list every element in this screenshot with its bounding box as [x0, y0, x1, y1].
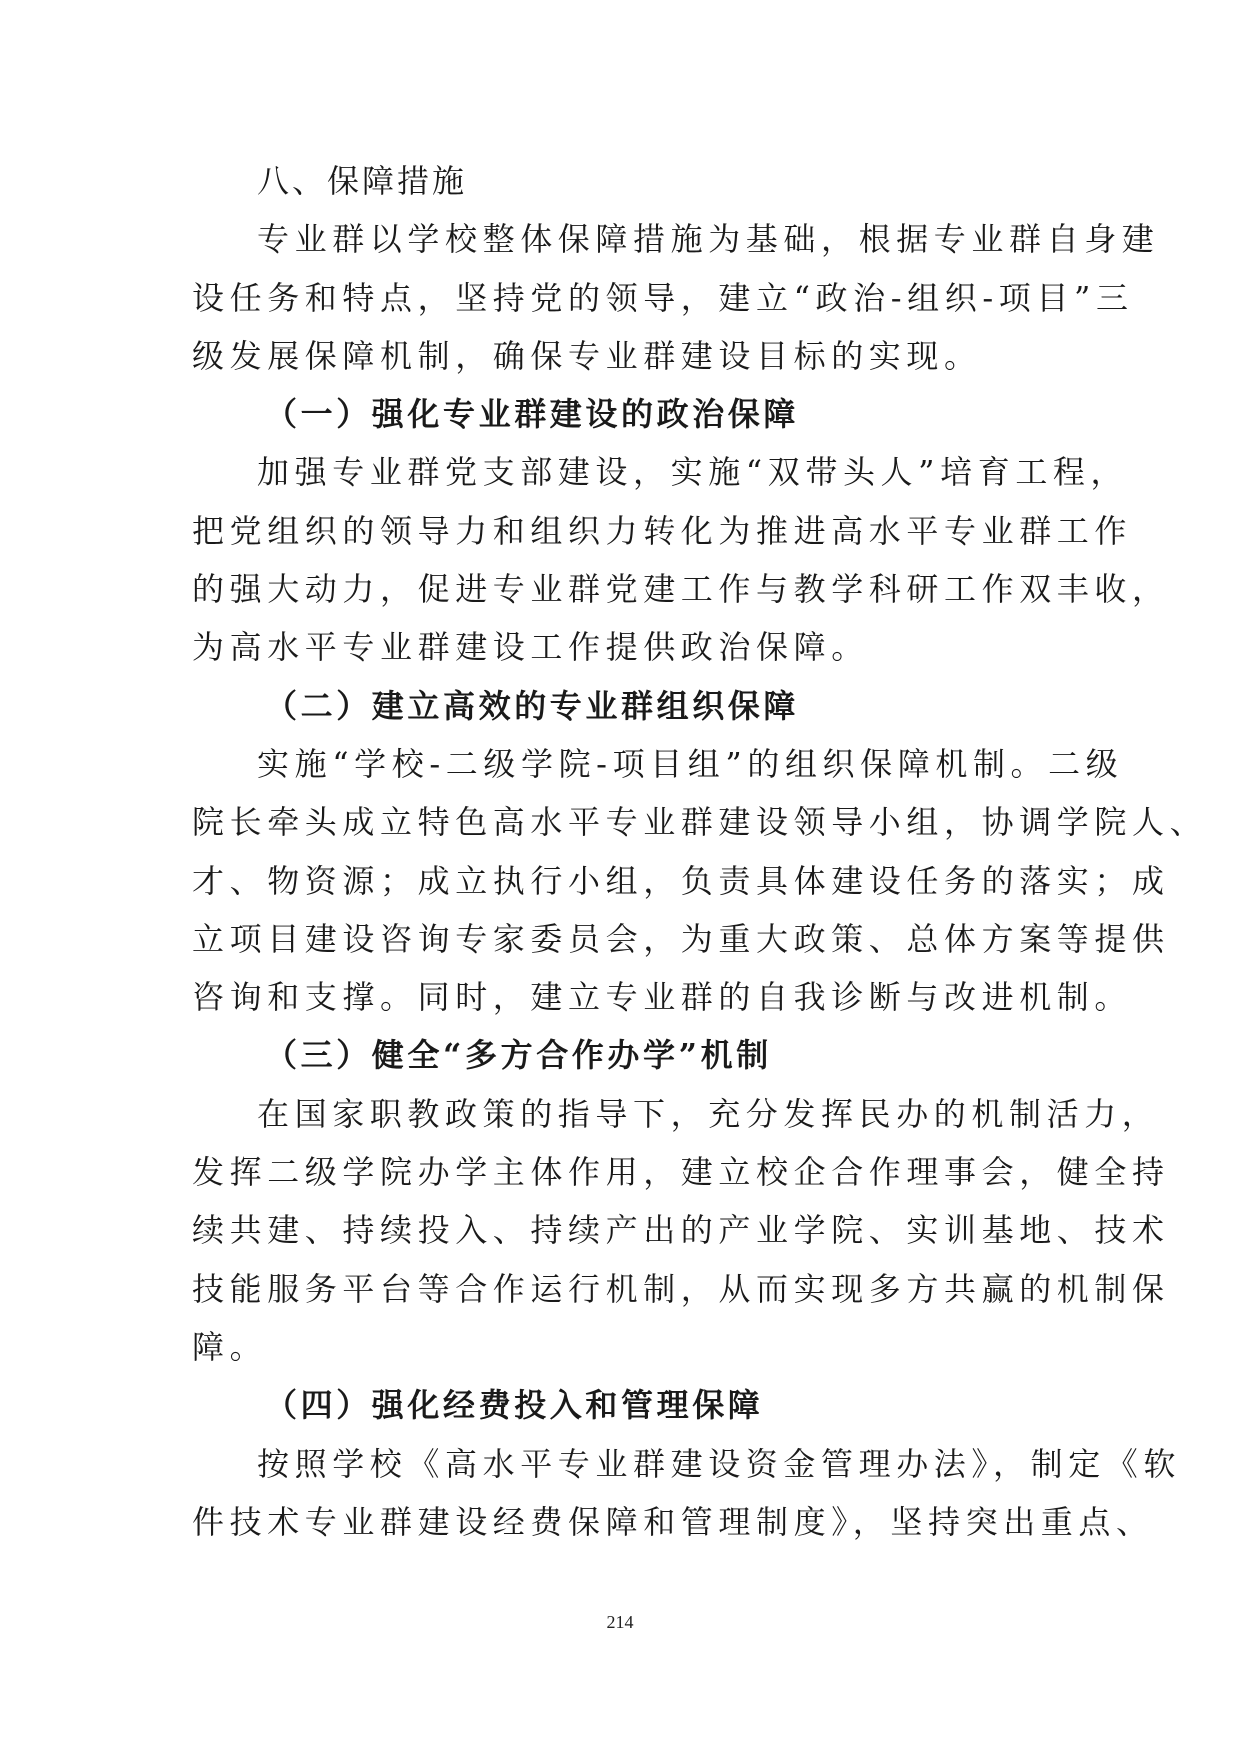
section-title: 八、保障措施 [257, 162, 468, 200]
page-number: 214 [606, 1612, 634, 1632]
subsection-paragraph-2 [192, 735, 1208, 1026]
paragraph-line: 续共建、持续投入、持续产出的产业学院、实训基地、技术 [192, 1211, 1170, 1250]
paragraph-line: 发挥二级学院办学主体作用，建立校企合作理事会，健全持 [192, 1153, 1170, 1192]
paragraph-line: 实施“学校-二级学院-项目组”的组织保障机制。二级 [257, 744, 1124, 783]
subsection-heading-2: （二）建立高效的专业群组织保障 [265, 686, 800, 725]
paragraph-line: 把党组织的领导力和组织力转化为推进高水平专业群工作 [192, 511, 1133, 550]
subsection-heading-3: （三）健全“多方合作办学”机制 [265, 1036, 772, 1075]
paragraph-line: 技能服务平台等合作运行机制，从而实现多方共赢的机制保 [192, 1269, 1170, 1308]
intro-paragraph [192, 210, 1160, 385]
subsection-heading-4: （四）强化经费投入和管理保障 [265, 1386, 764, 1425]
paragraph-line: 加强专业群党支部建设，实施“双带头人”培育工程， [257, 453, 1129, 492]
paragraph-line: 为高水平专业群建设工作提供政治保障。 [192, 628, 869, 667]
page-body [192, 152, 1208, 1551]
paragraph-line: 专业群以学校整体保障措施为基础，根据专业群自身建 [257, 220, 1160, 259]
paragraph-line: 在国家职教政策的指导下，充分发挥民办的机制活力， [257, 1094, 1160, 1133]
paragraph-line: 咨询和支撑。同时，建立专业群的自我诊断与改进机制。 [192, 978, 1133, 1017]
paragraph-line: 级发展保障机制，确保专业群建设目标的实现。 [192, 336, 982, 375]
subsection-paragraph-3 [192, 1085, 1170, 1376]
paragraph-line: 立项目建设咨询专家委员会，为重大政策、总体方案等提供 [192, 919, 1170, 958]
subsection-paragraph-4 [192, 1435, 1182, 1552]
paragraph-line: 件技术专业群建设经费保障和管理制度》，坚持突出重点、 [192, 1502, 1154, 1541]
paragraph-line: 障。 [192, 1327, 268, 1366]
paragraph-line: 院长牵头成立特色高水平专业群建设领导小组，协调学院人、 [192, 803, 1208, 842]
paragraph-line: 的强大动力，促进专业群党建工作与教学科研工作双丰收， [192, 570, 1170, 609]
subsection-heading-1: （一）强化专业群建设的政治保障 [265, 395, 800, 434]
paragraph-line: 按照学校《高水平专业群建设资金管理办法》，制定《软 [257, 1444, 1182, 1483]
paragraph-line: 设任务和特点，坚持党的领导，建立“政治-组织-项目”三 [192, 278, 1134, 317]
subsection-paragraph-1 [192, 443, 1170, 676]
paragraph-line: 才、物资源；成立执行小组，负责具体建设任务的落实；成 [192, 861, 1170, 900]
